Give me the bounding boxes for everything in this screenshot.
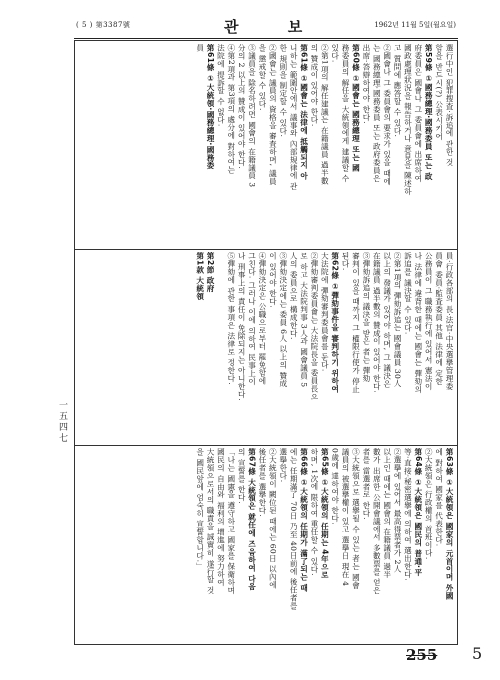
tier-columns [78, 44, 454, 246]
text-column: ⑤彈劾에 관한 事項은 法律로 정한다. [226, 252, 236, 386]
text-column: 로 하고 大法院判事 3人과 國會議員 5 [299, 252, 309, 388]
text-column: 第67條 大統領은 就任에 즈음하여 다음 [247, 448, 257, 591]
text-tier-lower [75, 445, 457, 644]
text-column: 第65條 ①大統領의 任期는 4年으로 [320, 448, 330, 579]
text-column: 後任者를 選擧한다. [257, 448, 267, 518]
text-column: 그친다. 그러나 이에 의하여 民事上이 [247, 252, 257, 386]
text-column: ②大統領이 闕位된 때에는 60日 以內에 [268, 448, 278, 589]
text-column: ②國會는 議員의 資格을 審査하며, 議員 [268, 44, 278, 186]
text-column: 고 質問에 應答할 수 있다. [393, 44, 403, 138]
text-column: 在籍議員 過半數의 贊成이 있어야 한다. [372, 252, 382, 394]
text-column: 者를 當選者로 한다. [361, 448, 371, 520]
text-column: 選行中인 犯罪搜査·訴追에 관한 것 [445, 44, 454, 167]
page-body [74, 40, 458, 645]
text-column: 이 있어야 한다. [268, 252, 278, 308]
text-column: ③大統領으로 選擧될 수 있는 者는 國會 [351, 448, 361, 590]
text-column: 選擧한다. [278, 448, 288, 483]
text-tier-upper [75, 41, 457, 250]
text-column: ④第2項과 第3項의 處分에 對하여는 [226, 44, 236, 174]
text-column: 의 贊成이 있어야 한다. [309, 44, 319, 127]
text-column: 務委員의 解任을 大統領에게 建議할 수 [341, 44, 351, 183]
text-column: 에 對하여 國家를 代表한다. [434, 448, 444, 547]
text-column: ③議員을 除名하려면 國會의 在籍議員 3 [247, 44, 257, 188]
text-column: 있다. [330, 44, 340, 63]
text-column: 을 懲戒할 수 있다. [257, 44, 267, 111]
text-column: 의 宣誓를 한다. [237, 448, 247, 504]
text-column: 國政處理狀況을 報告하거나 意見을 陳述하 [403, 44, 413, 196]
text-column: 分의 2 以上의 贊成이 있어야 한다. [237, 44, 247, 170]
text-column: 審判이 있을 때까지 그 權限行使가 停止 [351, 252, 361, 394]
text-column: 에는 任期滿了 70日 乃至 40日前에 後任者를 [289, 448, 299, 610]
text-column: 니하는 範圍안에서 議事와 內部規律에 관 [289, 44, 299, 191]
text-column: 第61條 ①國會는 法律에 抵觸되지 아 [299, 44, 309, 180]
text-column: 以上의 發議가 있어야 하며, 그 議決은 [382, 252, 392, 388]
text-column: 「나는 國憲을 遵守하고 國家를 保衛하며 [226, 448, 236, 595]
text-column: 第60條 ①國會는 國務總理 또는 國 [351, 44, 361, 172]
text-tier-middle [75, 249, 457, 446]
gazette-title: 관 보 [224, 18, 325, 36]
text-column: 第61條 ①大統領·國務總理·國務委 [206, 44, 216, 170]
text-column: 大統領으로서의 職責을 誠實히 遂行할 것 [206, 448, 216, 595]
text-column: ②大統領은 行政權의 首班이다. [424, 448, 434, 560]
issue-date: 1962년 11월 5일(월요일) [374, 21, 456, 29]
text-column: 나 刑事上의 責任이 免除되지는 아니한다. [237, 252, 247, 401]
text-column: 는 國務總理·國務委員 또는 政府委員은 [372, 44, 382, 183]
text-column: ③彈劾訴追의 議決을 받은 者는 彈劾 [361, 252, 371, 383]
page-number-stamp: 255 [406, 646, 438, 664]
gazette-header [74, 16, 458, 39]
text-column: ②國會나 그 委員會의 要求가 있을 때에 [382, 44, 392, 186]
text-column: 0歲에 達하여야 한다. [330, 448, 340, 526]
issue-number: ( 5 ) 第3387號 [76, 21, 131, 29]
text-column: 第63條 ①大統領은 國家의 元首이며 外國 [445, 448, 454, 600]
text-column: 員 [195, 44, 205, 52]
tier-columns [78, 448, 454, 641]
text-column: 以上인 때에는 國會의 在籍議員 過半 [382, 448, 392, 579]
text-column: ②彈劾審判委員會는 大法院長을 委員長으 [309, 252, 319, 401]
text-column: ②選擧에 있어서 最高得票者가 2人 [393, 448, 403, 573]
text-column: ②第1項의 解任建議는 在籍議員 過半數 [320, 44, 330, 185]
text-column: 議員의 被選擧權이 있고 選擧日 現在 4 [341, 448, 351, 587]
page-number: 5 [472, 644, 483, 663]
tier-columns [78, 252, 454, 442]
text-column: 第59條 ①國務總理·國務委員 또는 政 [424, 44, 434, 181]
text-column: 第2節 政府 [206, 252, 216, 293]
text-column: ③彈劾決定에는 委員 6人 以上의 贊成 [278, 252, 288, 388]
text-column: 員會 委員·監査委員 其他 法律에 定한 [434, 252, 444, 386]
text-column: 國民의 自由와 福利의 增進에 努力하여 [216, 448, 226, 587]
text-column: 함을 반드시(?) 公表시키어 [434, 44, 444, 141]
text-column: 法院에 提訴할 수 없다. [216, 44, 226, 127]
text-column: 된다. [341, 252, 351, 271]
text-column: ④彈劾決定은 公職으로부터 罷免함에 [257, 252, 267, 385]
text-column: 公務員이 그 職務執行에 있어서 憲法이 [424, 252, 434, 391]
text-column: 出席·答辯하여야 한다. [361, 44, 371, 124]
margin-folio: 一五四七 [57, 400, 67, 444]
text-column: 人의 委員으로 構成한다. [289, 252, 299, 340]
text-column: 訴追를 議決할 수 있다. [403, 252, 413, 335]
text-column: 府委員은 國會나 그 委員會에 出席하여 [413, 44, 423, 183]
text-column: 한 規則을 制定할 수 있다. [278, 44, 288, 138]
text-column: 大法院에 彈劾審判委員會를 둔다. [320, 252, 330, 372]
text-column: 員·行政各部의 長·法官·中央選擧管理委 [445, 252, 454, 391]
text-column: 하며, 1次에 限하여 重任할 수 있다. [309, 448, 319, 576]
text-column: 나 法律에 違背한 때에는 國會는 彈劾의 [413, 252, 423, 394]
text-column: 等·直接·秘密選擧에 의하여 選出한다. [403, 448, 413, 582]
text-column: 第62條 ①彈劾事件을 審判하기 위하여 [330, 252, 340, 393]
text-column: 數가 出席한 公開會議에서 多數票를 얻은 [372, 448, 382, 595]
text-column: ②第1項의 彈劾訴追는 國會議員 30人 [393, 252, 403, 388]
text-column: 第1款 大統領 [195, 252, 205, 301]
text-column: 第66條 ①大統領의 任期가 滿了되는 때 [299, 448, 309, 592]
text-column: 第64條 ①大統領은 國民의 普通·平 [413, 448, 423, 577]
text-column: 을 國民앞에 엄숙히 宣誓합니다.」 [195, 448, 205, 571]
text-column [215, 252, 225, 442]
